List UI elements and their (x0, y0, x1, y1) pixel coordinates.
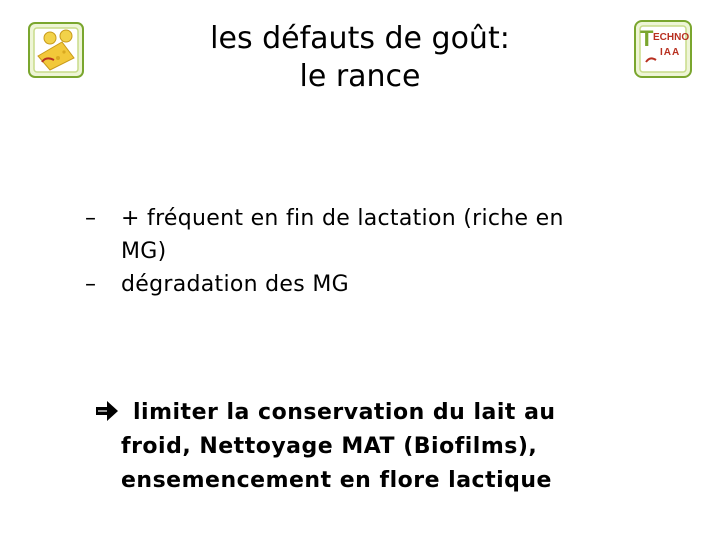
bullet-marker: – (85, 206, 97, 231)
bullet-item (85, 268, 645, 301)
arrow-right-icon (95, 400, 119, 422)
bullet-list (85, 202, 645, 301)
conclusion-text: limiter la conservation du lait au (133, 400, 556, 425)
techno-iaa-logo (634, 20, 692, 78)
conclusion-line: froid, Nettoyage MAT (Biofilms), (121, 434, 538, 459)
bullet-marker: – (85, 272, 97, 297)
conclusion-block (95, 396, 655, 498)
techno-logo-text: ECHNO (653, 32, 690, 43)
bullet-text: dégradation des MG (121, 272, 349, 297)
title-line-1: les défauts de goût: (210, 21, 510, 56)
cheese-logo-icon (28, 22, 84, 78)
bullet-text-line: MG) (121, 239, 167, 264)
techno-logo-letter: T (640, 26, 654, 51)
bullet-text-line: + fréquent en fin de lactation (riche en (121, 206, 564, 231)
bullet-item (85, 202, 645, 268)
conclusion-line (95, 396, 655, 430)
slide-title (110, 20, 610, 96)
bullet-text (121, 202, 645, 268)
conclusion-line: ensemencement en flore lactique (121, 468, 552, 493)
title-line-2: le rance (299, 59, 421, 94)
iaa-logo-text: IAA (660, 47, 681, 58)
